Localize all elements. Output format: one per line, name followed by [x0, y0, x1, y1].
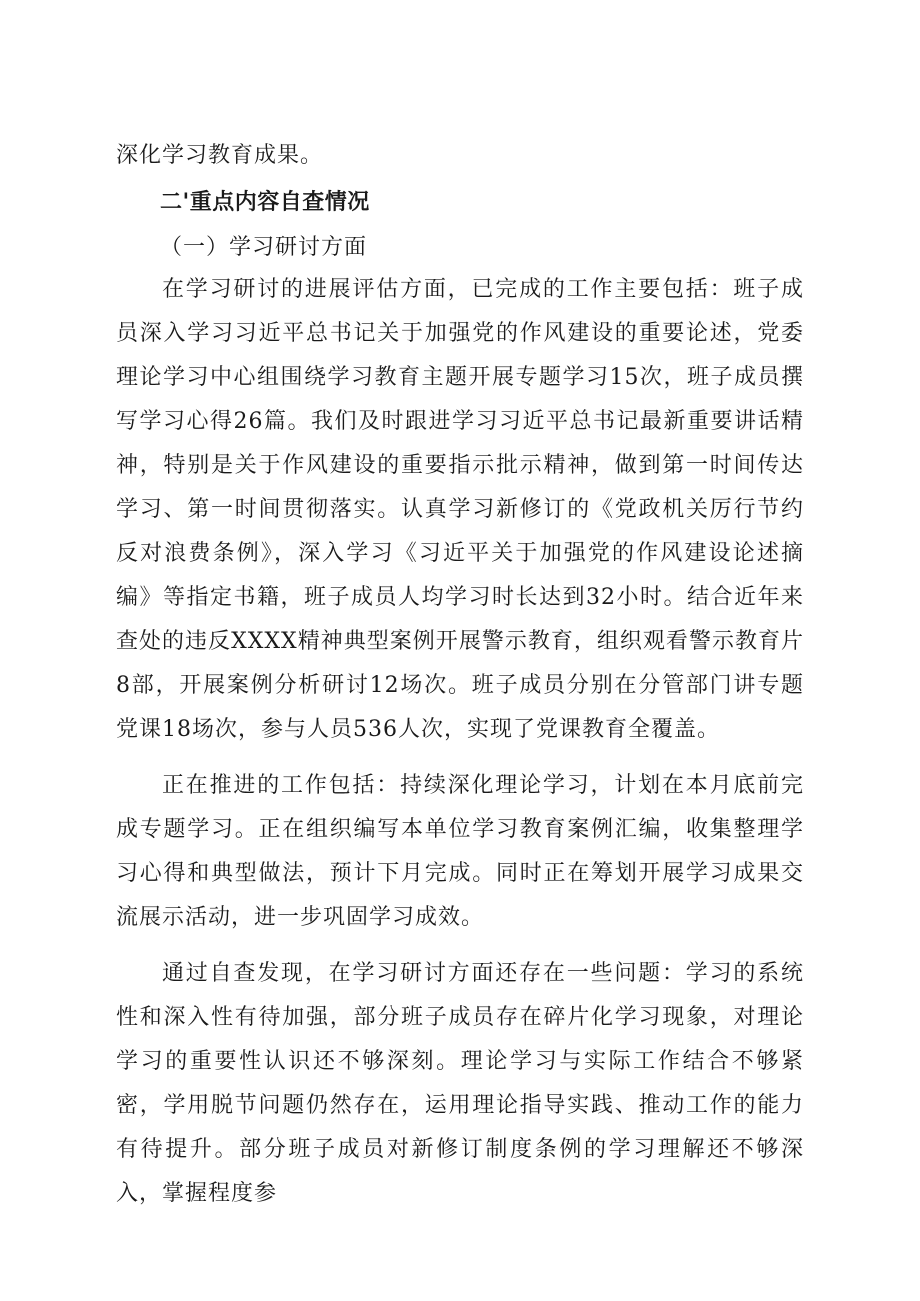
- subsection-heading: （一）学习研讨方面: [160, 235, 368, 260]
- document-body: [116, 134, 804, 1216]
- opening-line: 深化学习教育成果。: [116, 143, 324, 168]
- paragraph-progress: 在学习研讨的进展评估方面，已完成的工作主要包括：班子成员深入学习习近平总书记关于加强党的作风建设的重要论述，党委理论学习中心组围绕学习教育主题开展专题学习15次，班子成员撰写学习心得26篇。我们及时跟进学习习近平总书记最新重要讲话精神，特别是关于作风建设的重要指示批示精神，做到第一时间传达学习、第一时间贯彻落实。认真学习新修订的《党政机关厉行节约反对浪费条例》，深入学习《习近平关于加强党的作风建设论述摘编》等指定书籍，班子成员人均学习时长达到32小时。结合近年来查处的违反XXXX精神典型案例开展警示教育，组织观看警示教育片8部，开展案例分析研讨12场次。班子成员分别在分管部门讲专题党课18场次，参与人员536人次，实现了党课教育全覆盖。: [116, 277, 804, 742]
- paragraph-ongoing: 正在推进的工作包括：持续深化理论学习，计划在本月底前完成专题学习。正在组织编写本单位学习教育案例汇编，收集整理学习心得和典型做法，预计下月完成。同时正在筹划开展学习成果交流展示活动，进一步巩固学习成效。: [116, 773, 804, 930]
- section-heading: 二'重点内容自查情况: [160, 190, 370, 215]
- paragraph-issues: 通过自查发现，在学习研讨方面还存在一些问题：学习的系统性和深入性有待加强，部分班子成员存在碎片化学习现象，对理论学习的重要性认识还不够深刻。理论学习与实际工作结合不够紧密，学用脱节问题仍然存在，运用理论指导实践、推动工作的能力有待提升。部分班子成员对新修订制度条例的学习理解还不够深入，掌握程度参: [116, 961, 804, 1206]
